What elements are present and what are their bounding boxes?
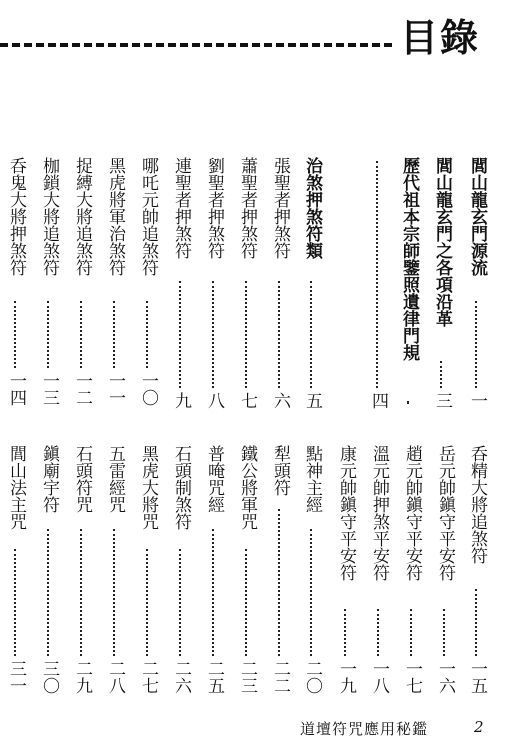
- upper-page-number: 一三: [39, 372, 59, 406]
- lower-entry-title: 五雷經咒: [105, 445, 125, 513]
- upper-entry-title: 枷鎖大將追煞符: [39, 157, 59, 276]
- lower-dot-leader: [245, 549, 247, 656]
- lower-entry-title: 呑精大將追煞符: [467, 445, 487, 564]
- upper-dot-leader: [146, 301, 148, 368]
- upper-entry-title: 張聖者押煞符: [270, 157, 290, 259]
- page-number: 2: [474, 718, 484, 736]
- lower-page-number: 二七: [138, 660, 158, 694]
- lower-page-number: 三〇: [39, 660, 59, 694]
- upper-page-number: 三: [432, 392, 452, 409]
- upper-page-number: 一: [467, 392, 487, 409]
- upper-entry-title: 捉縛大將追煞符: [72, 157, 92, 276]
- lower-page-number: 二八: [105, 660, 125, 694]
- lower-entry-title: 康元帥鎭守平安符: [336, 445, 356, 581]
- upper-page-number: 一四: [6, 372, 26, 406]
- upper-dot-leader: [310, 281, 312, 388]
- lower-entry-title: 普唵咒經: [204, 445, 224, 513]
- lower-entry-title: 黑虎大將咒: [138, 445, 158, 530]
- upper-page-number: 九: [171, 392, 191, 409]
- upper-entry-title: 蕭聖者押煞符: [237, 157, 257, 259]
- upper-page-number: 七: [237, 392, 257, 409]
- lower-entry-title: 鎭廟宇符: [39, 445, 59, 513]
- lower-page-number: 一九: [336, 660, 356, 694]
- lower-page-number: 一六: [435, 660, 455, 694]
- lower-dot-leader: [410, 609, 412, 656]
- lower-dot-leader: [113, 529, 115, 656]
- upper-page-number: 六: [270, 392, 290, 409]
- upper-entry-title: 閭山龍玄門之各項沿革: [432, 157, 452, 327]
- lower-page-number: 一七: [402, 660, 422, 694]
- lower-dot-leader: [443, 609, 445, 656]
- upper-page-number: 四: [368, 392, 388, 409]
- lower-page-number: 三一: [6, 660, 26, 694]
- upper-dot-leader: [475, 301, 477, 388]
- lower-entry-title: 犁頭符: [270, 445, 290, 496]
- upper-dot-leader: [14, 301, 16, 368]
- upper-page-number: 一〇: [138, 372, 158, 406]
- upper-dot-leader: [407, 401, 409, 402]
- lower-dot-leader: [278, 509, 280, 656]
- upper-page-number: 一一: [105, 372, 125, 406]
- lower-dot-leader: [146, 549, 148, 656]
- lower-page-number: 二九: [72, 660, 92, 694]
- upper-entry-title: 劉聖者押煞符: [204, 157, 224, 259]
- upper-dot-leader: [440, 361, 442, 388]
- upper-dot-leader: [278, 281, 280, 388]
- lower-entry-title: 趙元帥鎭守平安符: [402, 445, 422, 581]
- upper-page-number: 一二: [72, 372, 92, 406]
- upper-dot-leader: [113, 301, 115, 368]
- page-title: 目錄: [400, 15, 481, 60]
- upper-dot-leader: [245, 281, 247, 388]
- lower-entry-title: 閭山法主咒: [6, 445, 26, 530]
- running-footer-title: 道壇符咒應用秘鑑: [300, 720, 429, 738]
- lower-page-number: 二〇: [302, 660, 322, 694]
- lower-page-number: 二三: [237, 660, 257, 694]
- lower-entry-title: 點神主經: [302, 445, 322, 513]
- lower-dot-leader: [475, 589, 477, 656]
- lower-entry-title: 石頭制煞符: [171, 445, 191, 530]
- lower-entry-title: 鐵公將軍咒: [237, 445, 257, 530]
- upper-entry-title: 呑鬼大將押煞符: [6, 157, 26, 276]
- lower-dot-leader: [179, 549, 181, 656]
- upper-page-number: 八: [204, 392, 224, 409]
- upper-dot-leader: [179, 281, 181, 388]
- upper-entry-title: 閭山龍玄門源流: [467, 157, 487, 276]
- lower-page-number: 一五: [467, 660, 487, 694]
- upper-dot-leader: [80, 301, 82, 368]
- lower-dot-leader: [344, 609, 346, 656]
- upper-entry-title: 哪吒元帥追煞符: [138, 157, 158, 276]
- lower-entry-title: 石頭符咒: [72, 445, 92, 513]
- lower-page-number: 二六: [171, 660, 191, 694]
- lower-dot-leader: [14, 549, 16, 656]
- upper-dot-leader: [376, 161, 378, 388]
- title-rule: [0, 43, 392, 47]
- lower-entry-title: 溫元帥押煞平安符: [369, 445, 389, 581]
- upper-dot-leader: [212, 281, 214, 388]
- lower-page-number: 二五: [204, 660, 224, 694]
- lower-entry-title: 岳元帥鎭守平安符: [435, 445, 455, 581]
- upper-entry-title: 歷代祖本宗師鑒照遺律門規: [399, 157, 419, 361]
- upper-entry-title: 連聖者押煞符: [171, 157, 191, 259]
- lower-dot-leader: [80, 529, 82, 656]
- lower-page-number: 一八: [369, 660, 389, 694]
- upper-dot-leader: [47, 301, 49, 368]
- lower-dot-leader: [310, 529, 312, 656]
- upper-page-number: 五: [302, 392, 322, 409]
- lower-page-number: 二二: [270, 660, 290, 694]
- lower-dot-leader: [212, 529, 214, 656]
- upper-entry-title: 治煞押煞符類: [302, 157, 322, 259]
- lower-dot-leader: [47, 529, 49, 656]
- lower-dot-leader: [377, 609, 379, 656]
- upper-entry-title: 黑虎將軍治煞符: [105, 157, 125, 276]
